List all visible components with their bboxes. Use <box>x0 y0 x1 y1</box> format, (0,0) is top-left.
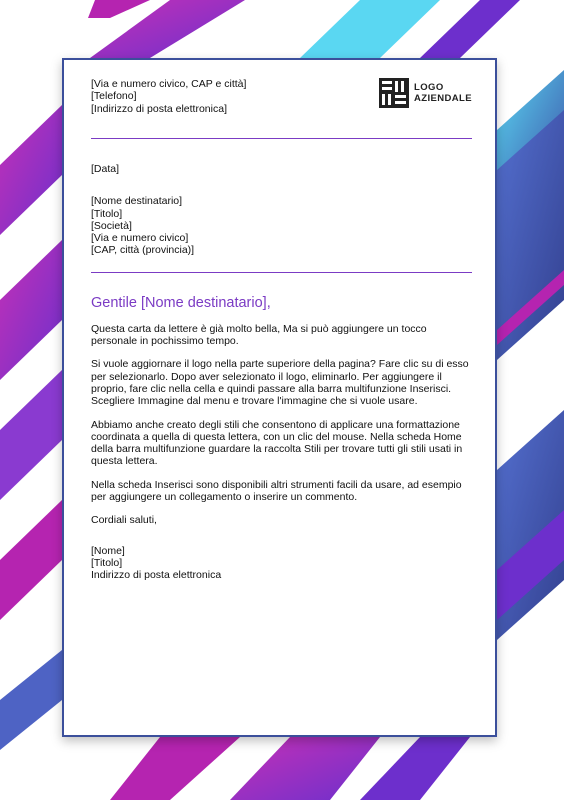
body-paragraph-2[interactable]: Si vuole aggiornare il logo nella parte superiore della pagina? Fare clic su di esso per selezionarlo. Dopo aver selezionato il logo, eliminarlo. Per aggiungere il proprio, fare clic nella cella e quindi passare alla barra multifunzione Inserisci. Scegliere Immagine dal menu e trovare l'immagine che si vuole usare. <box>91 358 469 408</box>
logo-grid-icon <box>379 78 409 108</box>
stripe-bottom-1 <box>110 737 240 800</box>
signature-name[interactable]: [Nome] <box>91 544 125 557</box>
sender-email[interactable]: [Indirizzo di posta elettronica] <box>91 102 227 115</box>
letter-content <box>91 78 472 582</box>
sender-phone[interactable]: [Telefono] <box>91 90 137 103</box>
letter-date[interactable]: [Data] <box>91 163 120 175</box>
letter-page <box>62 58 497 737</box>
logo-line-1: LOGO <box>414 82 444 93</box>
salutation[interactable]: Gentile [Nome destinatario], <box>91 294 271 311</box>
recipient-company[interactable]: [Società] <box>91 219 132 232</box>
stripe-bottom-3 <box>360 737 470 800</box>
sender-address[interactable]: [Via e numero civico, CAP e città] <box>91 78 247 90</box>
stripe-top-1 <box>88 0 150 18</box>
signature-title[interactable]: [Titolo] <box>91 556 123 569</box>
signature-email[interactable]: Indirizzo di posta elettronica <box>91 569 222 582</box>
stripe-left-5 <box>0 650 62 750</box>
stripe-top-4 <box>420 0 520 58</box>
body-paragraph-4[interactable]: Nella scheda Inserisci sono disponibili altri strumenti facili da usare, ad esempio per aggiungere un collegamento o inserire un commento. <box>91 478 462 504</box>
stripe-bottom-2 <box>230 737 380 800</box>
body-paragraph-3[interactable]: Abbiamo anche creato degli stili che consentono di applicare una formattazione coordinata a quella di questa lettera, con un clic del mouse. Nella scheda Home della barra multifunzione guardare la raccolta Stili per trovare tutti gli stili usati in questa lettera. <box>91 418 463 468</box>
signature-block <box>91 545 472 582</box>
letter-header <box>91 78 472 138</box>
recipient-block <box>91 195 472 256</box>
recipient-city[interactable]: [CAP, città (provincia)] <box>91 244 195 257</box>
stripe-left-4 <box>0 500 62 620</box>
logo-text <box>414 82 472 104</box>
logo-line-2: AZIENDALE <box>414 93 472 104</box>
recipient-title[interactable]: [Titolo] <box>91 207 123 220</box>
closing[interactable]: Cordiali saluti, <box>91 514 157 527</box>
recipient-name[interactable]: [Nome destinatario] <box>91 195 183 208</box>
company-logo[interactable] <box>379 78 472 108</box>
body-paragraph-1[interactable]: Questa carta da lettere è già molto bella, Ma si può aggiungere un tocco personale in pochissimo tempo. <box>91 322 427 348</box>
stripe-top-3 <box>300 0 440 58</box>
stripe-left-3 <box>0 370 62 500</box>
stripe-left-2 <box>0 240 62 380</box>
stripe-left-1 <box>0 105 62 235</box>
recipient-street[interactable]: [Via e numero civico] <box>91 232 189 245</box>
